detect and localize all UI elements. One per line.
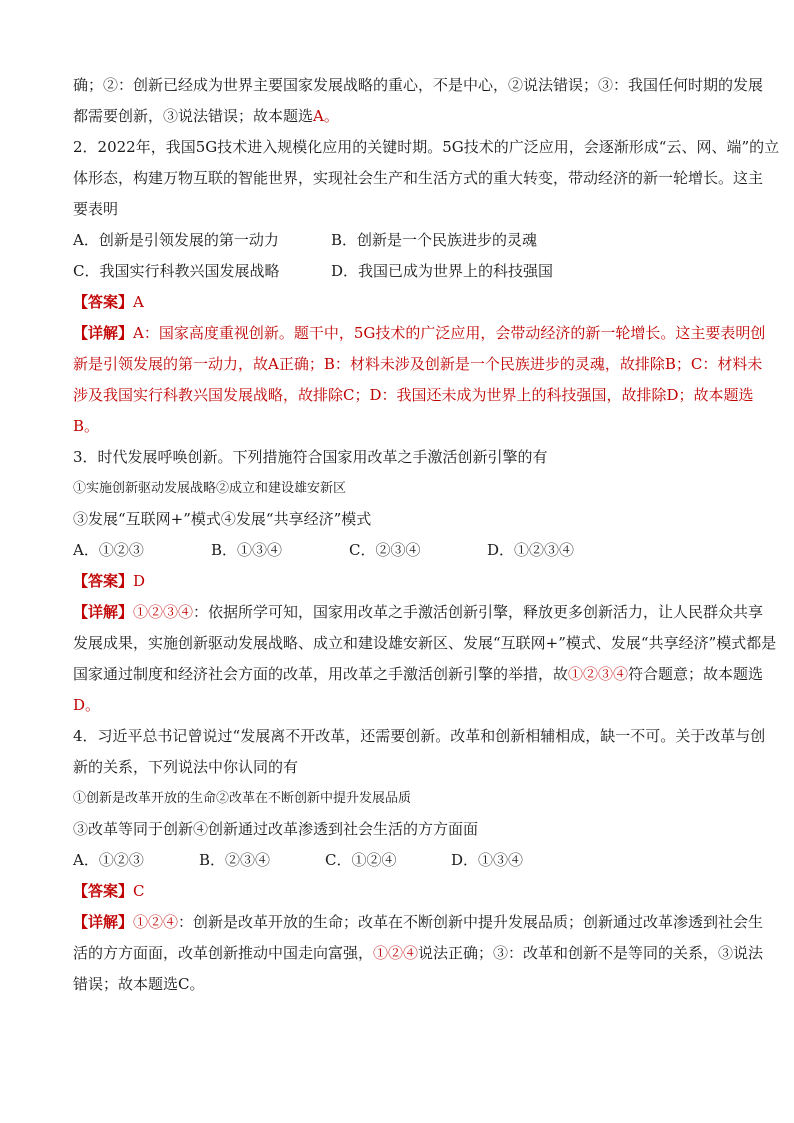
q4-items-line-2: ③改革等同于创新④创新通过改革渗透到社会生活的方方面面 bbox=[73, 820, 479, 838]
q3-answer-value: D bbox=[133, 572, 146, 590]
q2-stem-line-1: 2．2022年，我国5G技术进入规模化应用的关键时期。5G技术的广泛应用，会逐渐形成“云、网、端”的立 bbox=[73, 138, 780, 156]
q2-option-d[interactable]: D．我国已成为世界上的科技强国 bbox=[331, 262, 554, 280]
q2-option-b[interactable]: B．创新是一个民族进步的灵魂 bbox=[331, 231, 538, 249]
q2-answer-label: 【答案】 bbox=[73, 293, 134, 311]
q4-detail-line-1: 【详解】①②④：创新是改革开放的生命；改革在不断创新中提升发展品质；创新通过改革渗透到社会生 bbox=[73, 913, 764, 931]
q3-detail-line-4: D。 bbox=[73, 696, 101, 714]
q3-detail-line-3: 国家通过制度和经济社会方面的改革，用改革之手激活创新引擎的举措，故①②③④符合题意；故本题选 bbox=[73, 665, 764, 683]
q3-option-b[interactable]: B．①③④ bbox=[211, 541, 283, 559]
q4-stem-line-2: 新的关系，下列说法中你认同的有 bbox=[73, 758, 299, 776]
q2-answer-value: A bbox=[133, 293, 144, 311]
q2-stem-line-3: 要表明 bbox=[73, 200, 119, 218]
q2-detail-line-1: 【详解】A：国家高度重视创新。题干中，5G技术的广泛应用，会带动经济的新一轮增长。这主要表明创 bbox=[73, 324, 766, 342]
q4-option-a[interactable]: A．①②③ bbox=[73, 851, 144, 869]
q3-option-d[interactable]: D．①②③④ bbox=[487, 541, 575, 559]
q4-detail-label: 【详解】 bbox=[73, 913, 134, 931]
q2-options-row-2 bbox=[73, 256, 723, 287]
q4-answer-value: C bbox=[133, 882, 145, 900]
q1-detail-line-1: 确；②：创新已经成为世界主要国家发展战略的重心，不是中心，②说法错误；③：我国任何时期的发展 bbox=[73, 76, 764, 94]
q4-stem-line-1: 4．习近平总书记曾说过“发展离不开改革，还需要创新。改革和创新相辅相成，缺一不可。关于改革与创 bbox=[73, 727, 766, 745]
q3-option-a[interactable]: A．①②③ bbox=[73, 541, 144, 559]
q4-option-c[interactable]: C．①②④ bbox=[325, 851, 397, 869]
q4-options-row bbox=[73, 845, 723, 876]
q3-items-line-1: ①实施创新驱动发展战略②成立和建设雄安新区 bbox=[73, 481, 347, 496]
document-page bbox=[73, 70, 780, 1000]
q3-answer bbox=[73, 566, 723, 597]
q3-stem-line-1: 3．时代发展呼唤创新。下列措施符合国家用改革之手激活创新引擎的有 bbox=[73, 448, 548, 466]
q2-stem-line-2: 体形态，构建万物互联的智能世界，实现社会生产和生活方式的重大转变，带动经济的新一轮增长。这主 bbox=[73, 169, 764, 187]
q2-option-a[interactable]: A．创新是引领发展的第一动力 bbox=[73, 231, 279, 249]
q2-answer bbox=[73, 287, 723, 318]
q4-detail-line-3: 错误；故本题选C。 bbox=[73, 975, 205, 993]
q2-detail-line-2: 新是引领发展的第一动力，故A正确；B：材料未涉及创新是一个民族进步的灵魂，故排除B；C：材料未 bbox=[73, 355, 763, 373]
q4-detail-line-2: 活的方方面面，改革创新推动中国走向富强，①②④说法正确；③：改革和创新不是等同的关系，③说法 bbox=[73, 944, 764, 962]
q3-options-row bbox=[73, 535, 723, 566]
q1-detail-line-2: 都需要创新，③说法错误；故本题选A。 bbox=[73, 107, 339, 125]
q3-detail-line-2: 发展成果，实施创新驱动发展战略、成立和建设雄安新区、发展“互联网+”模式、发展“共享经济”模式都是 bbox=[73, 634, 777, 652]
q4-answer bbox=[73, 876, 723, 907]
q3-detail-label: 【详解】 bbox=[73, 603, 134, 621]
q2-option-c[interactable]: C．我国实行科教兴国发展战略 bbox=[73, 262, 280, 280]
q2-detail-line-4: B。 bbox=[73, 417, 100, 435]
q2-options-row-1 bbox=[73, 225, 723, 256]
q2-detail-label: 【详解】 bbox=[73, 324, 134, 342]
q3-detail-line-1: 【详解】①②③④：依据所学可知，国家用改革之手激活创新引擎，释放更多创新活力，让人民群众共享 bbox=[73, 603, 764, 621]
q3-option-c[interactable]: C．②③④ bbox=[349, 541, 421, 559]
q4-option-b[interactable]: B．②③④ bbox=[199, 851, 271, 869]
q3-answer-label: 【答案】 bbox=[73, 572, 134, 590]
q4-items-line-1: ①创新是改革开放的生命②改革在不断创新中提升发展品质 bbox=[73, 791, 412, 806]
q4-option-d[interactable]: D．①③④ bbox=[451, 851, 524, 869]
q2-detail-line-3: 涉及我国实行科教兴国发展战略，故排除C；D：我国还未成为世界上的科技强国，故排除D；故本题选 bbox=[73, 386, 754, 404]
q4-answer-label: 【答案】 bbox=[73, 882, 134, 900]
q3-items-line-2: ③发展“互联网+”模式④发展“共享经济”模式 bbox=[73, 510, 372, 528]
